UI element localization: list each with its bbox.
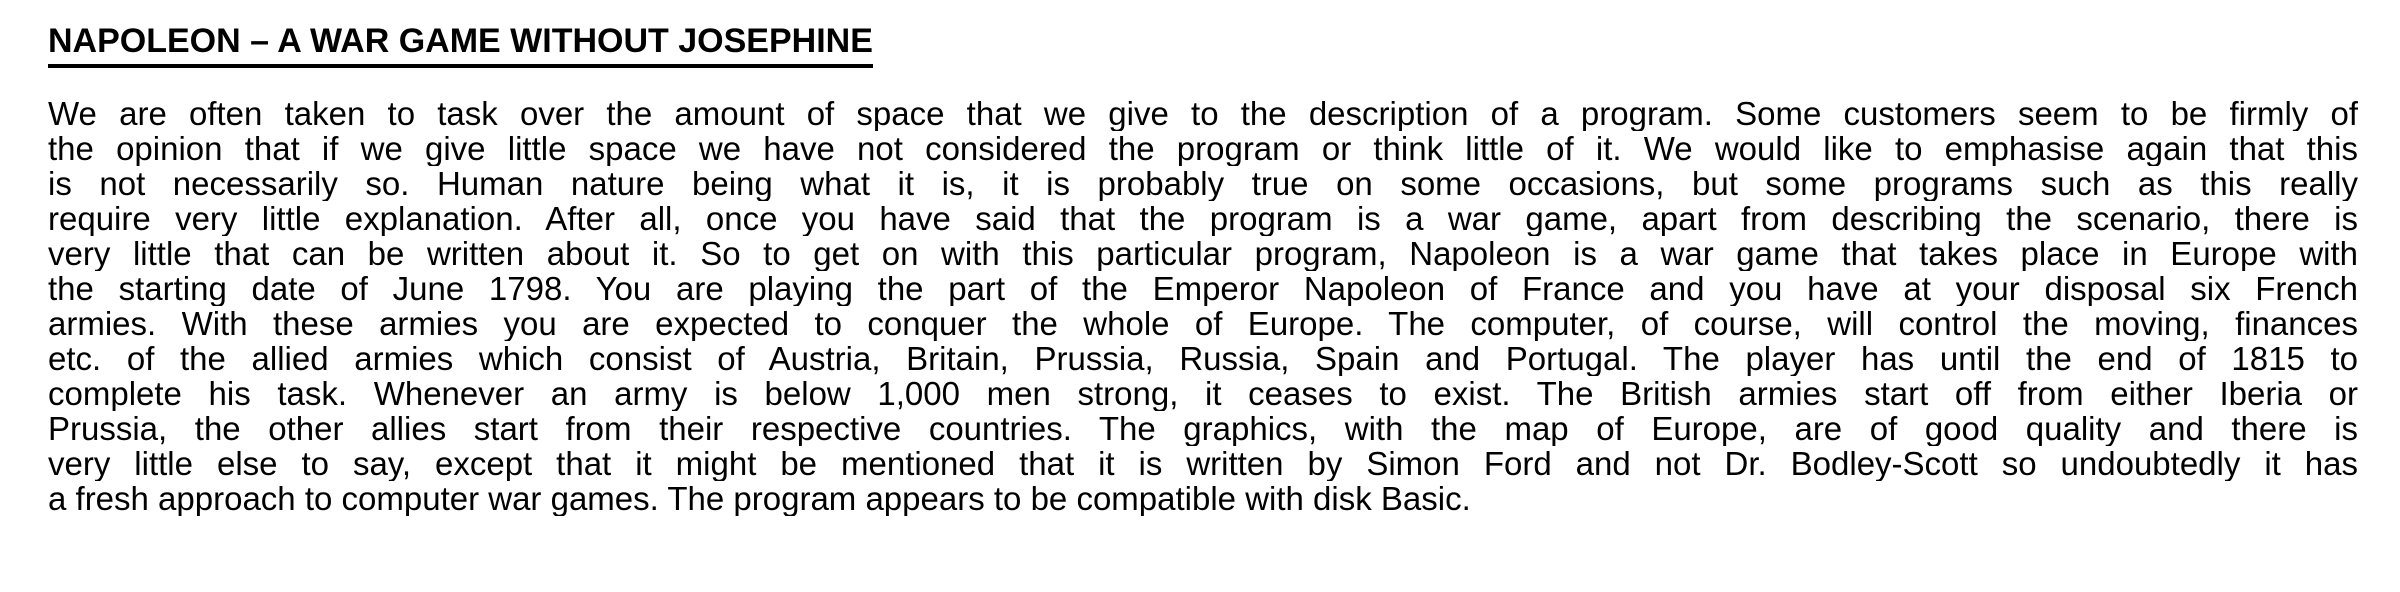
body-line: is not necessarily so. Human nature being what it is, it is probably true on some occasions, but some programs such as this really — [48, 166, 2358, 201]
body-line: very little else to say, except that it might be mentioned that it is written by Simon Ford and not Dr. Bodley-Scott so undoubtedly it has — [48, 446, 2358, 481]
body-line: complete his task. Whenever an army is below 1,000 men strong, it ceases to exist. The British armies start off from either Iberia or — [48, 376, 2358, 411]
body-line: very little that can be written about it. So to get on with this particular program, Napoleon is a war game that takes place in Europe with — [48, 236, 2358, 271]
body-line: the starting date of June 1798. You are playing the part of the Emperor Napoleon of France and you have at your disposal six French — [48, 271, 2358, 306]
body-line: Prussia, the other allies start from their respective countries. The graphics, with the map of Europe, are of good quality and there is — [48, 411, 2358, 446]
body-line: require very little explanation. After all, once you have said that the program is a war game, apart from describing the scenario, there is — [48, 201, 2358, 236]
body-line: etc. of the allied armies which consist of Austria, Britain, Prussia, Russia, Spain and Portugal. The player has until the end of 1815 to — [48, 341, 2358, 376]
body-line: We are often taken to task over the amount of space that we give to the description of a program. Some customers seem to be firmly of — [48, 96, 2358, 131]
body-line: a fresh approach to computer war games. The program appears to be compatible with disk Basic. — [48, 481, 1471, 516]
article-title: NAPOLEON – A WAR GAME WITHOUT JOSEPHINE — [48, 18, 873, 68]
article-body — [48, 96, 2358, 516]
body-line: the opinion that if we give little space we have not considered the program or think little of it. We would like to emphasise again that this — [48, 131, 2358, 166]
body-line: armies. With these armies you are expected to conquer the whole of Europe. The computer, of course, will control the moving, finances — [48, 306, 2358, 341]
